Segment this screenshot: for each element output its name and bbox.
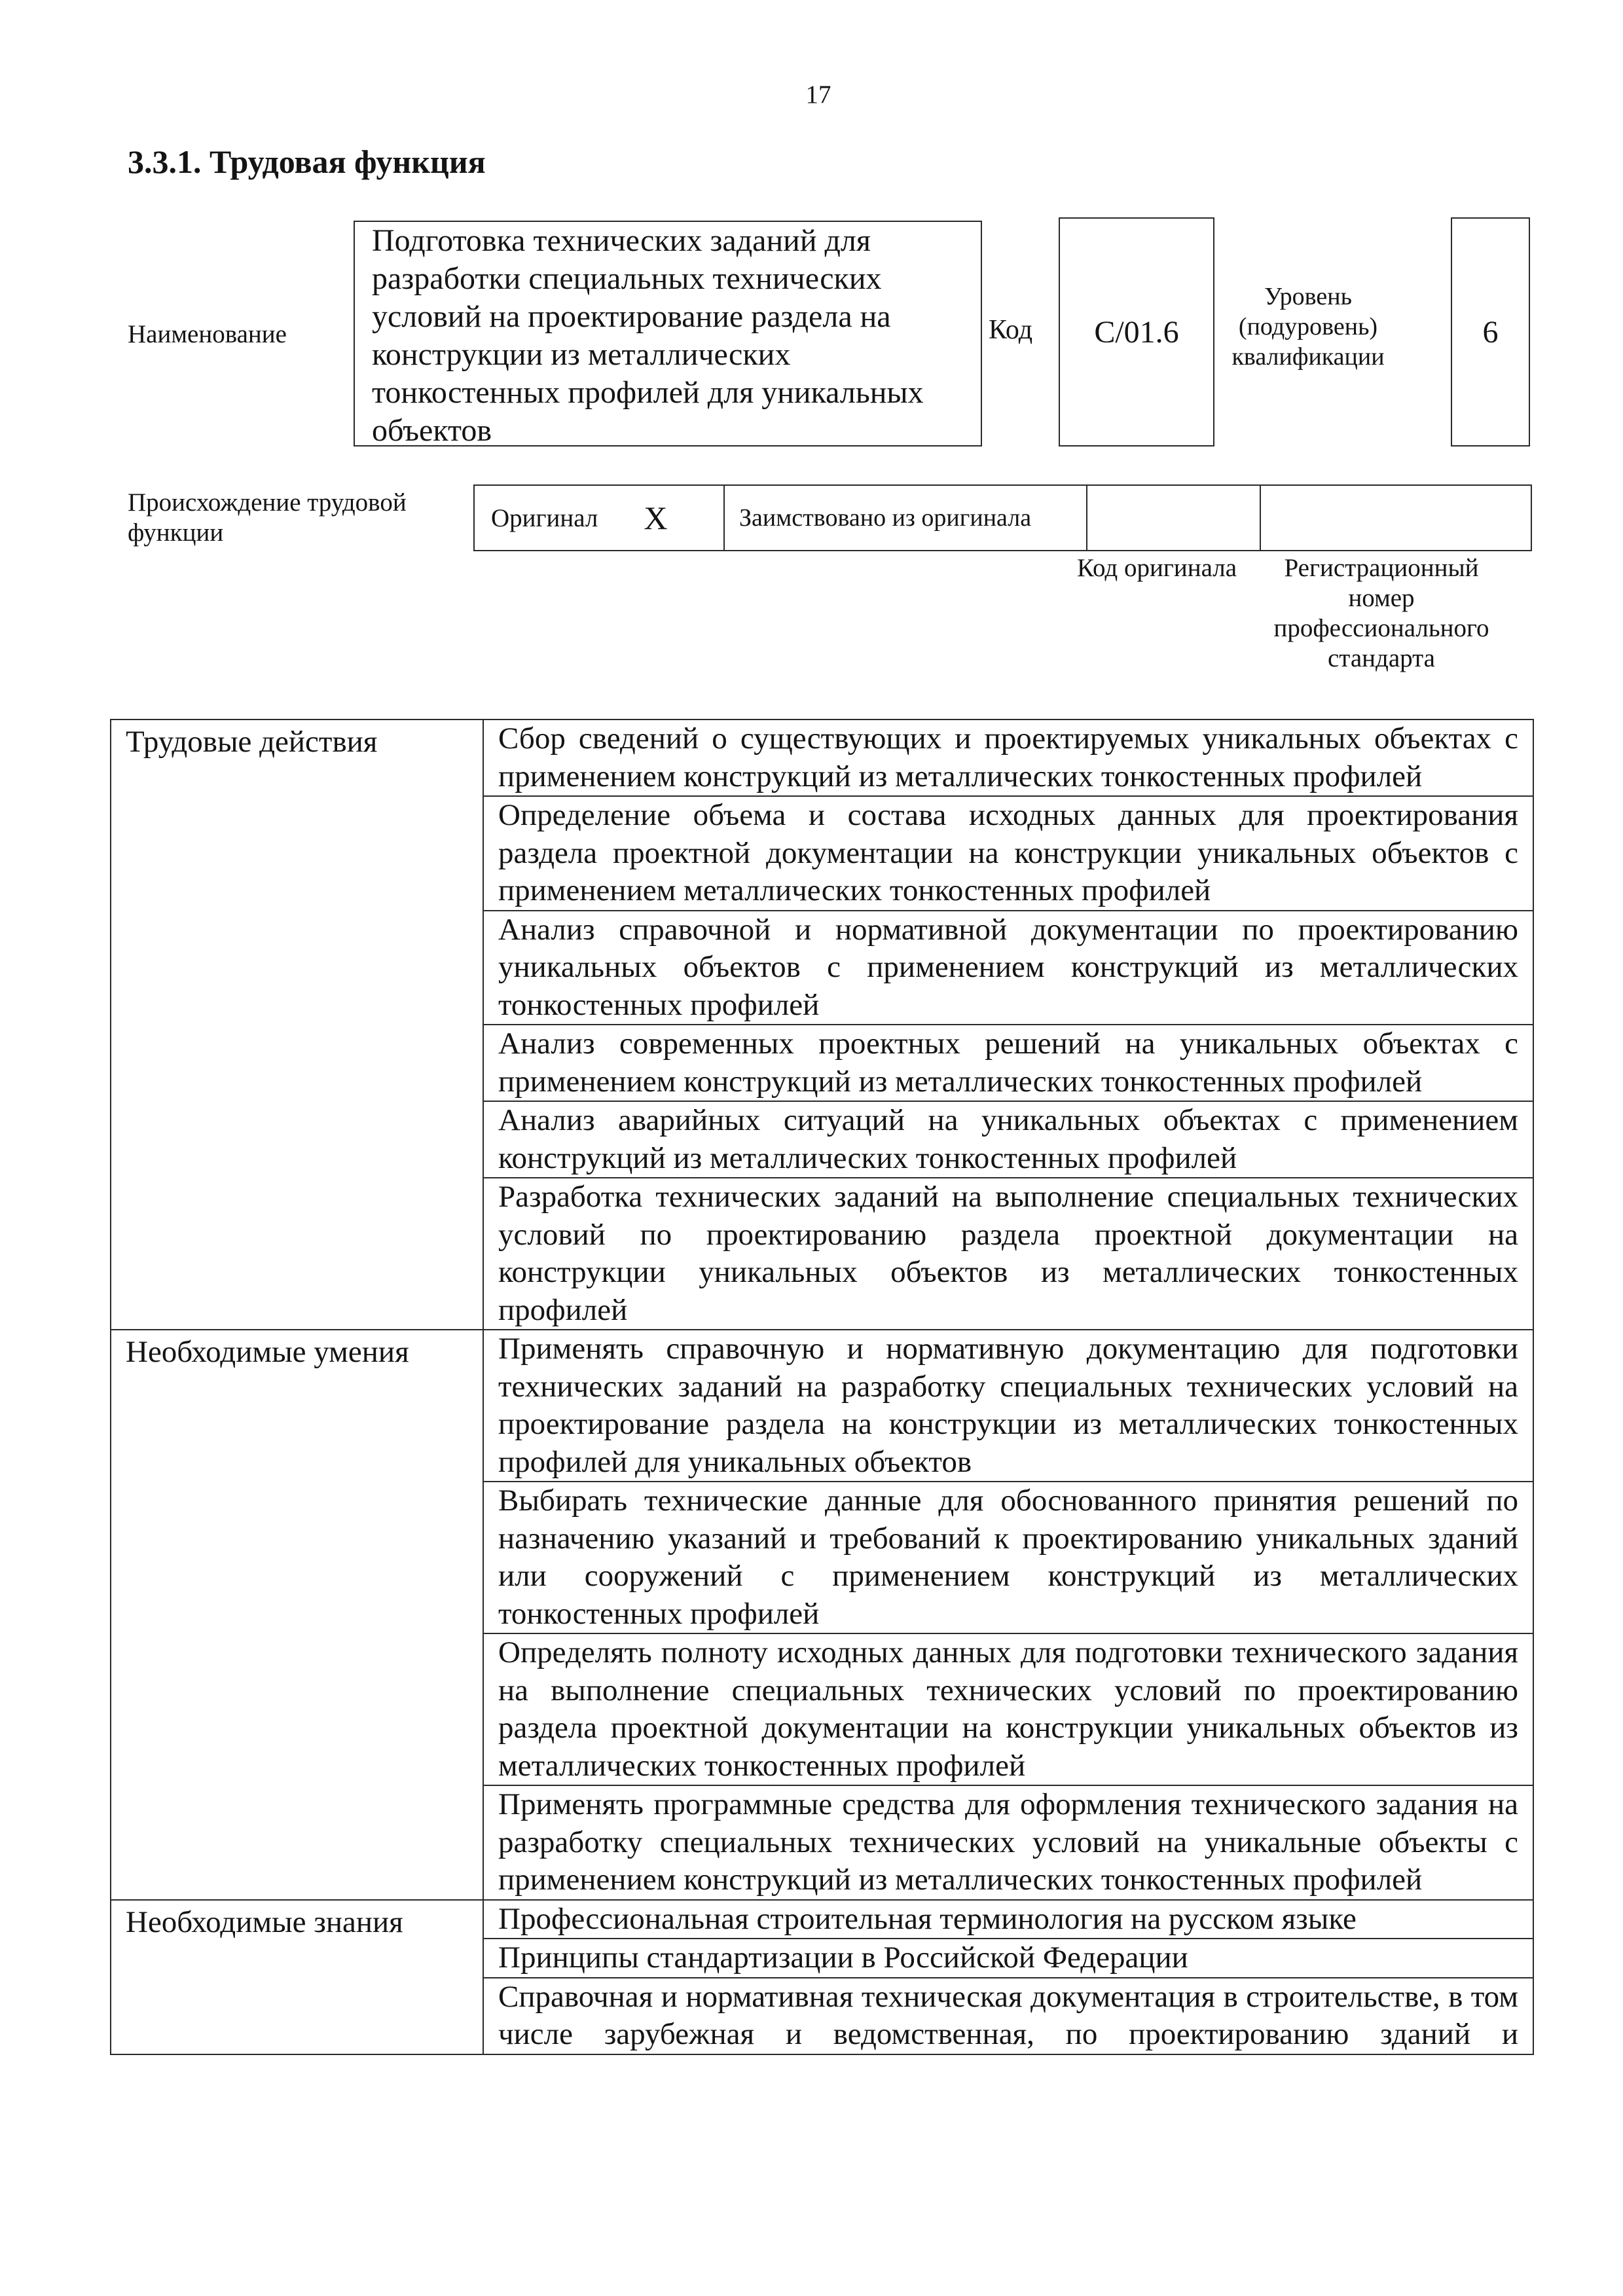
code-box <box>1059 217 1214 446</box>
origin-table <box>473 484 1532 551</box>
section-title-knowledge: Необходимые знания <box>111 1900 483 2054</box>
code-label: Код <box>989 315 1033 345</box>
original-label: Оригинал <box>491 503 598 532</box>
level-box <box>1451 217 1530 446</box>
list-item: Профессиональная строительная терминология на русском языке <box>483 1900 1533 1939</box>
level-value: 6 <box>1482 314 1499 350</box>
table-row <box>111 720 1533 796</box>
competency-table <box>110 719 1534 2055</box>
table-row <box>111 1330 1533 1482</box>
code-value: С/01.6 <box>1094 314 1179 350</box>
list-item: Справочная и нормативная техническая документация в строительстве, в том числе зарубежная и ведомственная, по проектированию зданий и <box>483 1978 1533 2054</box>
original-code-cell <box>1087 485 1260 551</box>
origin-original-cell <box>474 485 724 551</box>
list-item: Определять полноту исходных данных для подготовки технического задания на выполнение специальных технических условий по проектированию раздела проектной документации на конструкции уникальных объектов из металлических тонкостенных профилей <box>483 1633 1533 1785</box>
name-label: Наименование <box>128 320 287 348</box>
reg-number-cell <box>1260 485 1531 551</box>
page-number: 17 <box>805 81 831 109</box>
list-item: Анализ справочной и нормативной документации по проектированию уникальных объектов с применением конструкций из металлических тонкостенных профилей <box>483 911 1533 1025</box>
table-row <box>111 1900 1533 1939</box>
origin-borrowed-cell <box>724 485 1087 551</box>
function-name-text: Подготовка технических заданий для разработки специальных технических условий на проектирование раздела на конструкции из металлических тонкостенных профилей для уникальных объектов <box>372 223 924 448</box>
list-item: Сбор сведений о существующих и проектируемых уникальных объектах с применением конструкций из металлических тонкостенных профилей <box>483 720 1533 796</box>
list-item: Анализ современных проектных решений на уникальных объектах с применением конструкций из металлических тонкостенных профилей <box>483 1025 1533 1101</box>
list-item: Выбирать технические данные для обоснованного принятия решений по назначению указаний и требований к проектированию уникальных зданий или сооружений с применением конструкций из металлических тонкостенных профилей <box>483 1482 1533 1633</box>
list-item: Принципы стандартизации в Российской Федерации <box>483 1939 1533 1978</box>
original-code-caption: Код оригинала <box>1076 554 1237 582</box>
section-title: 3.3.1. Трудовая функция <box>128 143 486 180</box>
function-name-box <box>354 221 982 446</box>
reg-number-caption: Регистрационный номер профессионального стандарта <box>1273 554 1489 672</box>
origin-label: Происхождение трудовой функции <box>128 488 407 547</box>
level-label: Уровень (подуровень) квалификации <box>1231 283 1385 371</box>
list-item: Разработка технических заданий на выполнение специальных технических условий по проектированию раздела проектной документации на конструкции уникальных объектов из металлических тонкостенных профилей <box>483 1178 1533 1330</box>
list-item: Применять программные средства для оформления технического задания на разработку специальных технических условий на уникальные объекты с применением конструкций из металлических тонкостенных профилей <box>483 1785 1533 1900</box>
list-item: Применять справочную и нормативную документацию для подготовки технических заданий на разработку специальных технических условий на проектирование раздела на конструкции из металлических тонкостенных профилей для уникальных объектов <box>483 1330 1533 1482</box>
section-title-skills: Необходимые умения <box>111 1330 483 1900</box>
section-title-labor-actions: Трудовые действия <box>111 720 483 1330</box>
borrowed-label: Заимствовано из оригинала <box>739 504 1032 532</box>
original-mark: X <box>644 500 668 536</box>
list-item: Определение объема и состава исходных данных для проектирования раздела проектной документации на конструкции уникальных объектов с применением металлических тонкостенных профилей <box>483 796 1533 911</box>
list-item: Анализ аварийных ситуаций на уникальных объектах с применением конструкций из металлических тонкостенных профилей <box>483 1101 1533 1178</box>
